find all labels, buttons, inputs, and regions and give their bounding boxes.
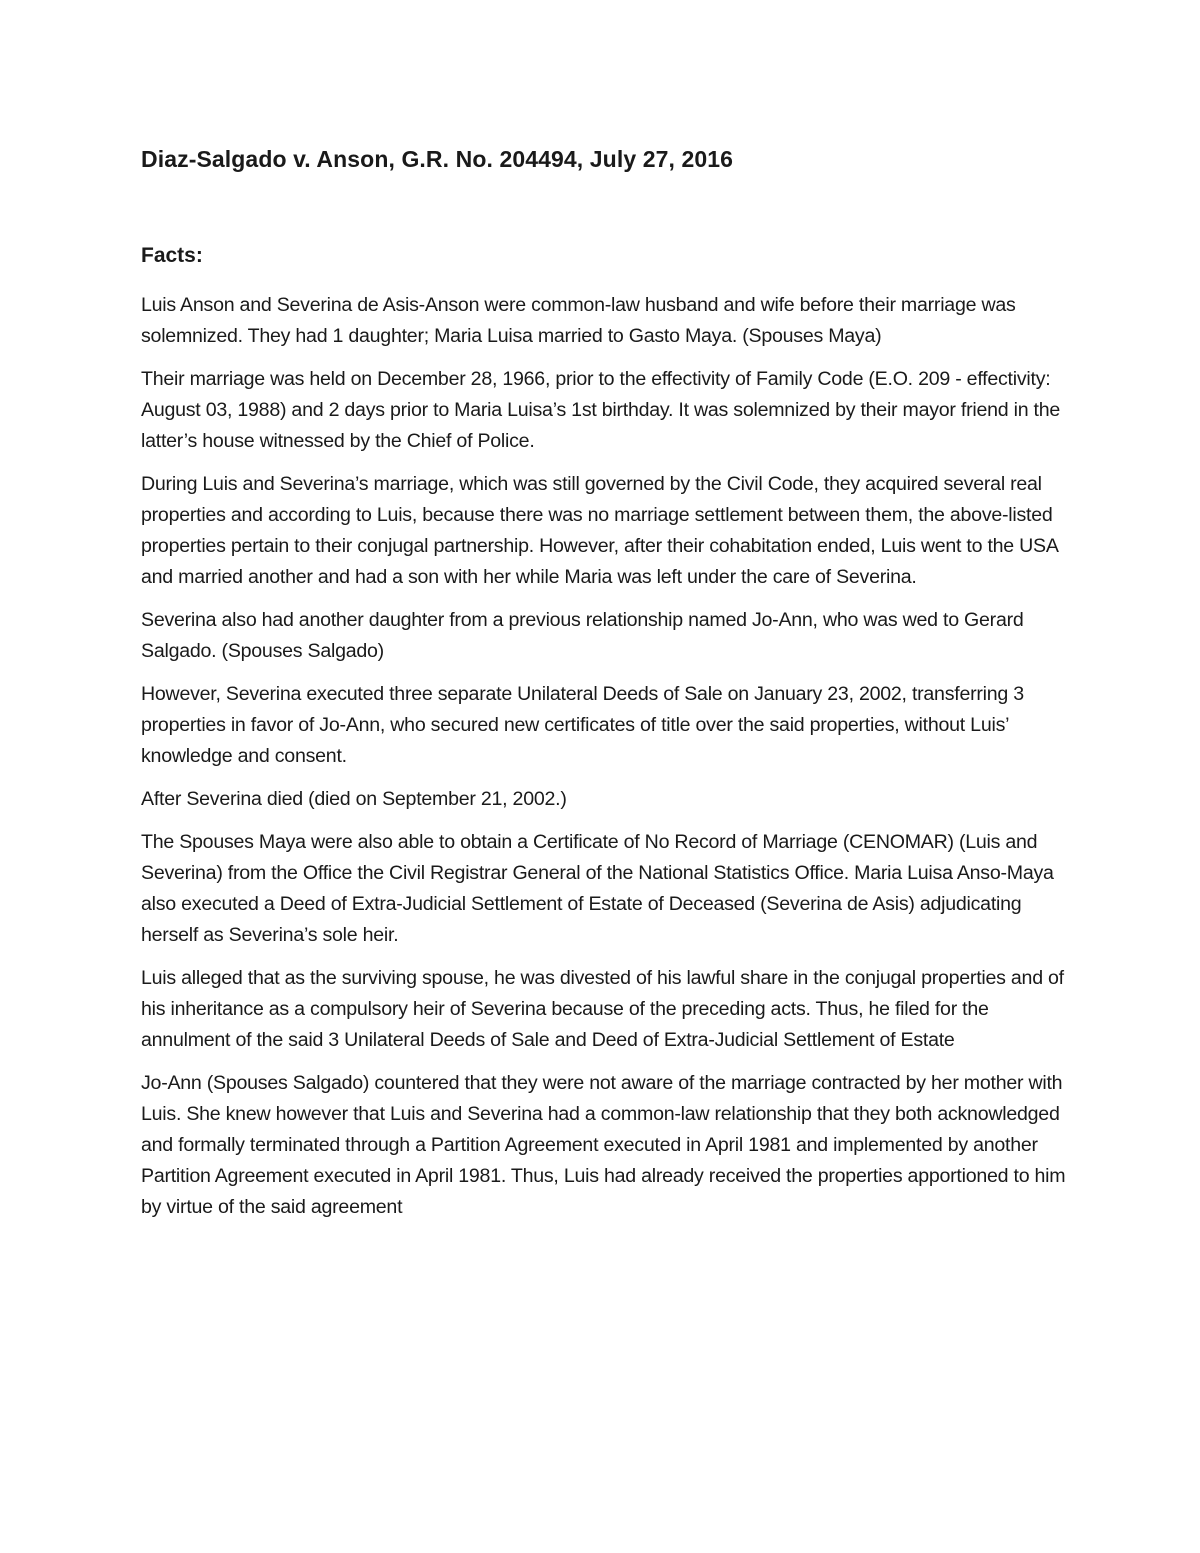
paragraph-7: The Spouses Maya were also able to obtain a Certificate of No Record of Marriage (CENOMAR) (Luis and Severina) from the Office the Civil Registrar General of the National Statistics Office. Maria Luisa Anso-Maya also executed a Deed of Extra-Judicial Settlement of Estate of Deceased (Severina de Asis) adjudicating herself as Severina’s sole heir. [141, 831, 1054, 946]
paragraph-5: However, Severina executed three separate Unilateral Deeds of Sale on January 23, 2002, transferring 3 properties in favor of Jo-Ann, who secured new certificates of title over the said properties, without Luis’ knowledge and consent. [141, 683, 1024, 767]
paragraph-1: Luis Anson and Severina de Asis-Anson were common-law husband and wife before their marriage was solemnized. They had 1 daughter; Maria Luisa married to Gasto Maya. (Spouses Maya) [141, 294, 1016, 347]
paragraph-4: Severina also had another daughter from a previous relationship named Jo-Ann, who was wed to Gerard Salgado. (Spouses Salgado) [141, 609, 1024, 662]
case-title: Diaz-Salgado v. Anson, G.R. No. 204494, July 27, 2016 [141, 146, 734, 172]
paragraph-8: Luis alleged that as the surviving spouse, he was divested of his lawful share in the conjugal properties and of his inheritance as a compulsory heir of Severina because of the preceding acts. Thus, he filed for the annulment of the said 3 Unilateral Deeds of Sale and Deed of Extra-Judicial Settlement of Estate [141, 967, 1064, 1051]
paragraph-9: Jo-Ann (Spouses Salgado) countered that they were not aware of the marriage contracted by her mother with Luis. She knew however that Luis and Severina had a common-law relationship that they both acknowledged and formally terminated through a Partition Agreement executed in April 1981 and implemented by another Partition Agreement executed in April 1981. Thus, Luis had already received the properties apportioned to him by virtue of the said agreement [141, 1072, 1066, 1218]
paragraph-6: After Severina died (died on September 21, 2002.) [141, 788, 567, 810]
facts-heading: Facts: [141, 244, 203, 267]
paragraph-3: During Luis and Severina’s marriage, which was still governed by the Civil Code, they acquired several real properties and according to Luis, because there was no marriage settlement between them, the above-listed properties pertain to their conjugal partnership. However, after their cohabitation ended, Luis went to the USA and married another and had a son with her while Maria was left under the care of Severina. [141, 473, 1058, 588]
facts-body [141, 290, 1066, 1235]
document-page [141, 0, 1066, 1553]
paragraph-2: Their marriage was held on December 28, 1966, prior to the effectivity of Family Code (E.O. 209 - effectivity: August 03, 1988) and 2 days prior to Maria Luisa’s 1st birthday. It was solemnized by their mayor friend in the latter’s house witnessed by the Chief of Police. [141, 368, 1061, 452]
